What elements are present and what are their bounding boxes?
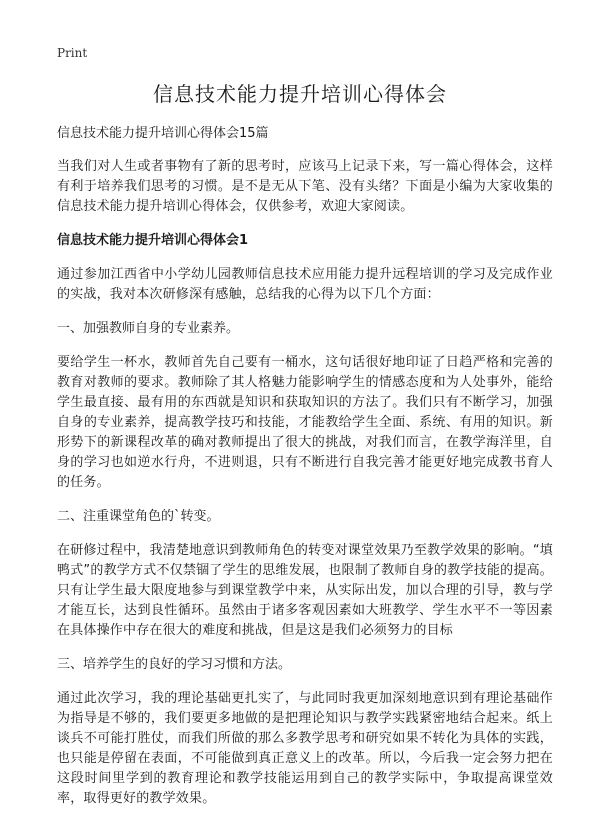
document-body — [57, 124, 553, 823]
section-intro-paragraph: 通过参加江西省中小学幼儿园教师信息技术应用能力提升远程培训的学习及完成作业的实战，我对本次研修深有感触，总结我的心得为以下几个方面： — [57, 267, 553, 302]
point-1-body: 要给学生一杯水，教师首先自己要有一桶水，这句话很好地印证了日趋严格和完善的教育对教师的要求。教师除了其人格魅力能影响学生的情感态度和为人处事外，能给学生最直接、最有用的东西就是知识和获取知识的方法了。我们只有不断学习，加强自身的专业素养，提高教学技巧和技能，才能教给学生全面、系统、有用的知识。新形势下的新课程改革的确对教师提出了很大的挑战，对我们而言，在教学海洋里，自身的学习也如逆水行舟，不进则退，只有不断进行自我完善才能更好地完成教书育人的任务。 — [57, 355, 553, 490]
point-2-title: 二、注重课堂角色的`转变。 — [57, 509, 220, 524]
point-3-body: 通过此次学习，我的理论基础更扎实了，与此同时我更加深刻地意识到有理论基础作为指导是不够的，我们要更多地做的是把理论知识与教学实践紧密地结合起来。纸上谈兵不可能打胜仗，而我们所做的那么多教学思考和研究如果不转化为具体的实践，也只能是停留在表面，不可能做到真正意义上的改革。所以，今后我一定会努力把在这段时间里学到的教育理论和教学技能运用到自己的教学实际中，争取提高课堂效率，取得更好的教学效果。 — [57, 691, 553, 806]
document-subtitle: 信息技术能力提升培训心得体会15篇 — [57, 126, 269, 141]
point-1-title: 一、加强教师自身的专业素养。 — [57, 321, 240, 336]
point-2-body: 在研修过程中，我清楚地意识到教师角色的转变对课堂效果乃至教学效果的影响。“填鸭式”的教学方式不仅禁锢了学生的思维发展，也限制了教师自身的教学技能的提高。只有让学生最大限度地参与到课堂教学中来，从实际出发，加以合理的引导，教与学才能互长，达到良性循环。虽然由于诸多客观因素如大班教学、学生水平不一等因素在具体操作中存在很大的难度和挑战，但是这是我们必须努力的目标 — [57, 543, 553, 638]
print-link[interactable]: Print — [57, 46, 88, 60]
section-heading: 信息技术能力提升培训心得体会1 — [57, 233, 249, 248]
intro-paragraph: 当我们对人生或者事物有了新的思考时，应该马上记录下来，写一篇心得体会，这样有利于培养我们思考的习惯。是不是无从下笔、没有头绪？下面是小编为大家收集的信息技术能力提升培训心得体会，仅供参考，欢迎大家阅读。 — [57, 159, 553, 214]
document-title: 信息技术能力提升培训心得体会 — [153, 82, 447, 106]
point-3-title: 三、培养学生的良好的学习习惯和方法。 — [57, 657, 292, 672]
